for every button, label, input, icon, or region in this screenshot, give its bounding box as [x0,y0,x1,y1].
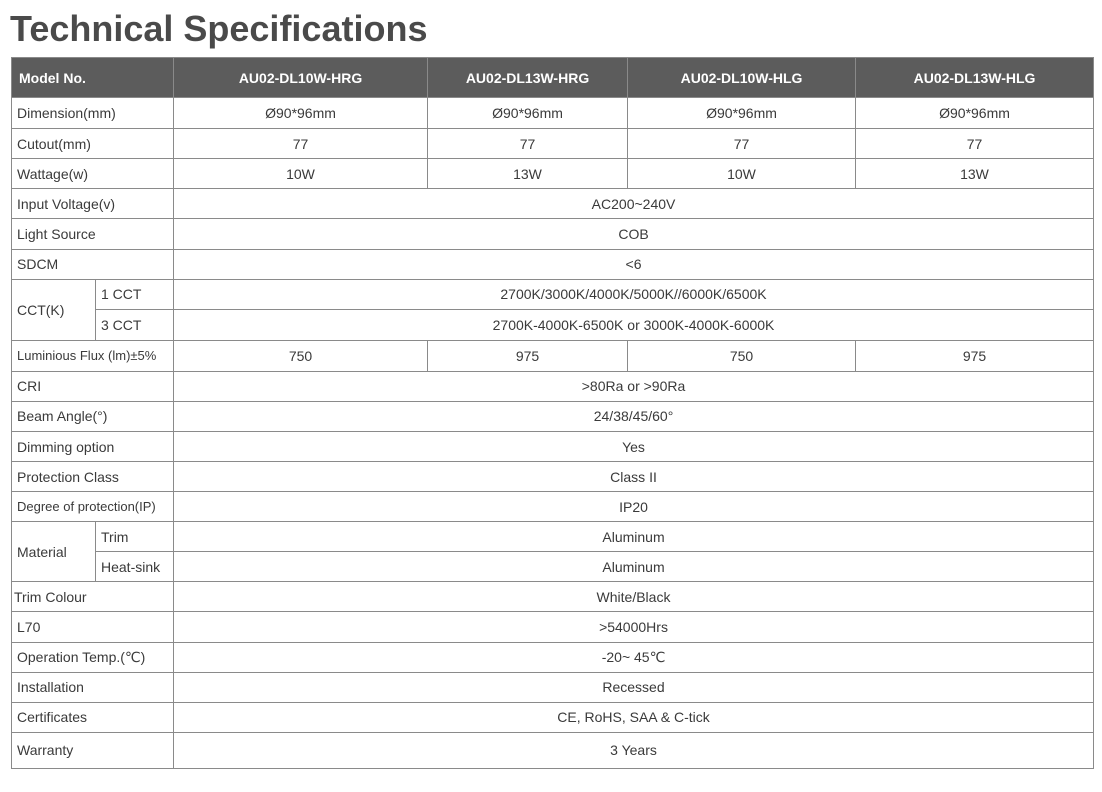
cell-value: 13W [428,159,628,189]
cell-value: 10W [174,159,428,189]
table-row [12,189,1094,219]
model-header-3: AU02-DL10W-HLG [628,58,856,98]
table-row [12,309,1094,340]
cell-value: Ø90*96mm [174,98,428,129]
header-row [12,58,1094,98]
cell-value: 24/38/45/60° [174,401,1094,431]
row-label: Degree of protection(IP) [12,492,174,522]
cell-value: 10W [628,159,856,189]
cell-value: White/Black [174,582,1094,612]
row-label: Material [12,522,96,582]
cell-value: 77 [174,129,428,159]
sub-row-label: 3 CCT [96,309,174,340]
row-label: Luminious Flux (lm)±5% [12,340,174,371]
cell-value: Recessed [174,672,1094,702]
cell-value: 77 [428,129,628,159]
cell-value: Class II [174,462,1094,492]
cell-value: 975 [428,340,628,371]
sub-row-label: Trim [96,522,174,552]
table-row [12,702,1094,732]
cell-value: >80Ra or >90Ra [174,371,1094,401]
row-label: CRI [12,371,174,401]
table-row [12,431,1094,461]
page-title: Technical Specifications [10,8,428,49]
model-no-header: Model No. [12,58,174,98]
cell-value: Aluminum [174,522,1094,552]
table-row [12,672,1094,702]
table-row [12,279,1094,309]
cell-value: 975 [856,340,1094,371]
model-header-1: AU02-DL10W-HRG [174,58,428,98]
table-row [12,492,1094,522]
table-row [12,219,1094,249]
cell-value: AC200~240V [174,189,1094,219]
row-label: Beam Angle(°) [12,401,174,431]
cell-value: 2700K/3000K/4000K/5000K//6000K/6500K [174,279,1094,309]
cell-value: 13W [856,159,1094,189]
table-row [12,642,1094,672]
table-row [12,159,1094,189]
table-row [12,340,1094,371]
table-row [12,582,1094,612]
cell-value: >54000Hrs [174,612,1094,642]
cell-value: CE, RoHS, SAA & C-tick [174,702,1094,732]
table-row [12,401,1094,431]
row-label: Wattage(w) [12,159,174,189]
cell-value: -20~ 45℃ [174,642,1094,672]
cell-value: 750 [174,340,428,371]
cell-value: Yes [174,431,1094,461]
cell-value: Ø90*96mm [856,98,1094,129]
cell-value: 77 [628,129,856,159]
table-row [12,552,1094,582]
model-header-4: AU02-DL13W-HLG [856,58,1094,98]
cell-value: Aluminum [174,552,1094,582]
table-row [12,129,1094,159]
row-label: Certificates [12,702,174,732]
row-label: Protection Class [12,462,174,492]
row-label: Light Source [12,219,174,249]
row-label: Input Voltage(v) [12,189,174,219]
cell-value: 750 [628,340,856,371]
cell-value: Ø90*96mm [428,98,628,129]
cell-value: 3 Years [174,732,1094,768]
table-row [12,98,1094,129]
table-row [12,371,1094,401]
row-label: Cutout(mm) [12,129,174,159]
row-label: CCT(K) [12,279,96,340]
row-label: Dimming option [12,431,174,461]
row-label: Trim Colour [12,582,174,612]
row-label: SDCM [12,249,174,279]
table-row [12,462,1094,492]
cell-value: <6 [174,249,1094,279]
row-label: Warranty [12,732,174,768]
cell-value: IP20 [174,492,1094,522]
model-header-2: AU02-DL13W-HRG [428,58,628,98]
cell-value: Ø90*96mm [628,98,856,129]
sub-row-label: Heat-sink [96,552,174,582]
sub-row-label: 1 CCT [96,279,174,309]
row-label: L70 [12,612,174,642]
table-row [12,612,1094,642]
table-row [12,522,1094,552]
row-label: Installation [12,672,174,702]
cell-value: COB [174,219,1094,249]
table-row [12,732,1094,768]
table-row [12,249,1094,279]
row-label: Dimension(mm) [12,98,174,129]
cell-value: 77 [856,129,1094,159]
spec-table [11,57,1094,769]
cell-value: 2700K-4000K-6500K or 3000K-4000K-6000K [174,309,1094,340]
row-label: Operation Temp.(℃) [12,642,174,672]
